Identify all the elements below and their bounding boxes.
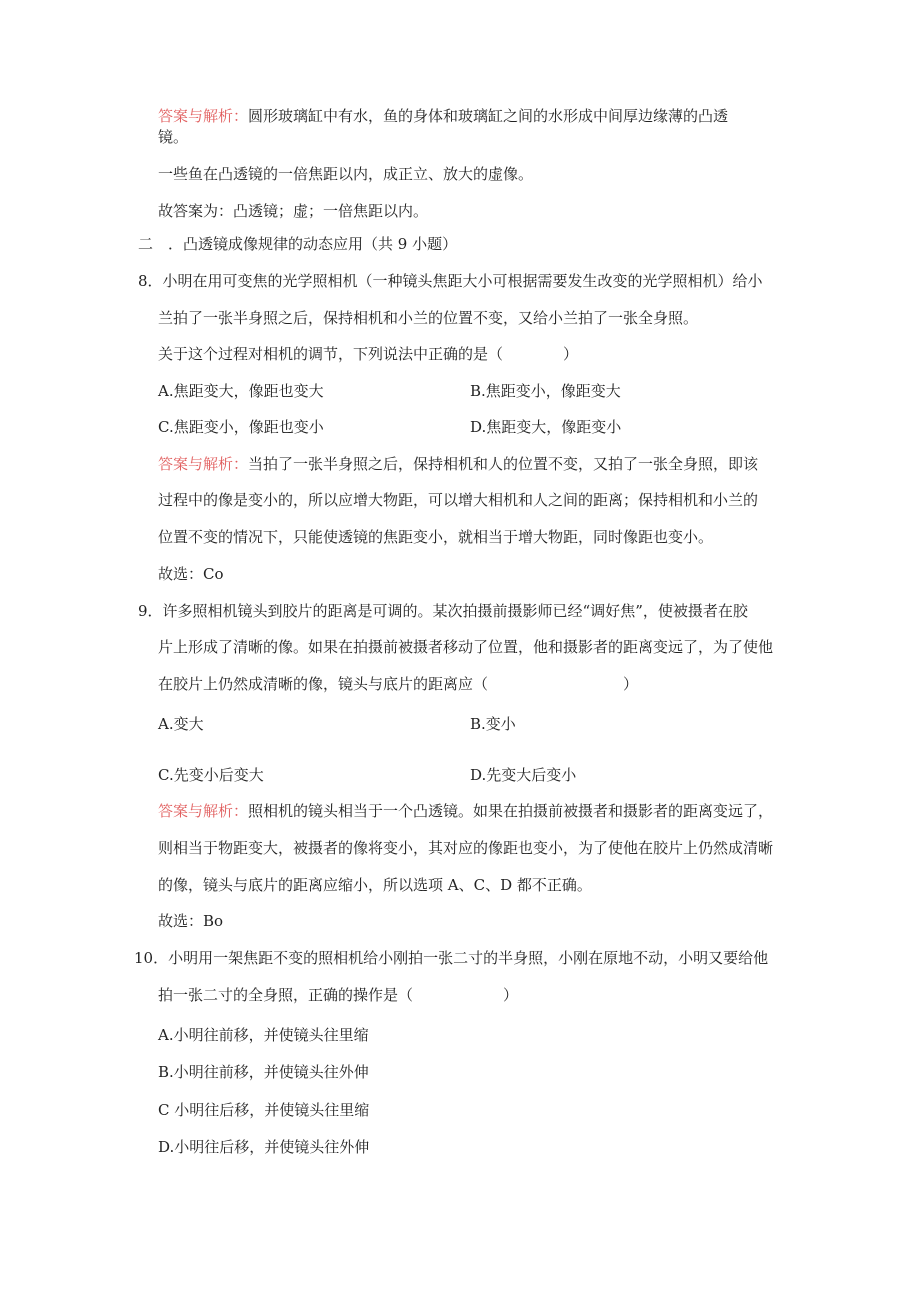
answer-line (158, 801, 773, 821)
question-text: 拍一张二寸的全身照，正确的操作是（ ） (158, 986, 519, 1004)
question-text: 兰拍了一张半身照之后，保持相机和小兰的位置不变，又给小兰拍了一张全身照。 (158, 309, 699, 327)
answer-choice: 故选：Bo (158, 912, 224, 930)
option-d: D.小明往后移，并使镜头往外伸 (158, 1138, 370, 1156)
option-c: C.焦距变小，像距也变小 (158, 418, 324, 436)
question-text: 关于这个过程对相机的调节，下列说法中正确的是（ ） (158, 345, 579, 363)
answer-conclusion: 故答案为：凸透镜；虚；一倍焦距以内。 (158, 202, 429, 220)
answer-text: 则相当于物距变大，被摄者的像将变小，其对应的像距也变小，为了使他在胶片上仍然成清晰 (158, 839, 774, 857)
answer-text: 的像，镜头与底片的距离应缩小，所以选项 A、C、D 都不正确。 (158, 876, 592, 894)
question-text: ．许多照相机镜头到胶片的距离是可调的。某次拍摄前摄影师已经“调好焦”，使被摄者在胶 (147, 602, 748, 620)
question-text: 片上形成了清晰的像。如果在拍摄前被摄者移动了位置，他和摄影者的距离变远了，为了使他 (158, 638, 774, 656)
option-b: B.小明往前移，并使镜头往外伸 (158, 1063, 369, 1081)
answer-text: 照相机的镜头相当于一个凸透镜。如果在拍摄前被摄者和摄影者的距离变远了， (248, 802, 774, 820)
answer-text: 当拍了一张半身照之后，保持相机和人的位置不变，又拍了一张全身照，即该 (248, 455, 759, 473)
question-text: 在胶片上仍然成清晰的像，镜头与底片的距离应（ ） (158, 675, 639, 693)
option-d: D.先变大后变小 (470, 766, 577, 784)
option-a: A.变大 (158, 715, 204, 733)
answer-line (158, 106, 728, 126)
question-9-line (138, 601, 748, 621)
option-c: C.先变小后变大 (158, 766, 264, 784)
question-number: 10 (134, 949, 154, 967)
answer-choice: 故选：Co (158, 565, 224, 583)
option-c: C 小明往后移，并使镜头往里缩 (158, 1101, 370, 1119)
question-10-line (134, 948, 768, 968)
section-heading: 二 ．凸透镜成像规律的动态应用（共 9 小题） (138, 235, 458, 253)
question-text: ．小明用一架焦距不变的照相机给小刚拍一张二寸的半身照，小刚在原地不动，小明又要给他 (153, 949, 769, 967)
answer-line (158, 454, 758, 474)
answer-label: 答案与解析： (158, 107, 249, 125)
answer-label: 答案与解析： (158, 802, 249, 820)
answer-text: 一些鱼在凸透镜的一倍焦距以内，成正立、放大的虚像。 (158, 165, 534, 183)
question-text: ．小明在用可变焦的光学照相机（一种镜头焦距大小可根据需要发生改变的光学照相机）给小 (147, 272, 763, 290)
answer-text: 过程中的像是变小的，所以应增大物距，可以增大相机和人之间的距离；保持相机和小兰的 (158, 491, 759, 509)
option-b: B.焦距变小，像距变大 (470, 382, 621, 400)
option-d: D.焦距变大，像距变小 (470, 418, 622, 436)
question-8-line (138, 271, 763, 291)
answer-text: 位置不变的情况下，只能使透镜的焦距变小，就相当于增大物距，同时像距也变小。 (158, 528, 714, 546)
question-number: 9 (138, 602, 148, 620)
answer-text: 圆形玻璃缸中有水，鱼的身体和玻璃缸之间的水形成中间厚边缘薄的凸透 (248, 107, 729, 125)
question-number: 8 (138, 272, 148, 290)
option-a: A.焦距变大，像距也变大 (158, 382, 324, 400)
answer-text: 镜。 (158, 128, 189, 146)
option-b: B.变小 (470, 715, 516, 733)
answer-label: 答案与解析： (158, 455, 249, 473)
option-a: A.小明往前移，并使镜头往里缩 (158, 1026, 369, 1044)
